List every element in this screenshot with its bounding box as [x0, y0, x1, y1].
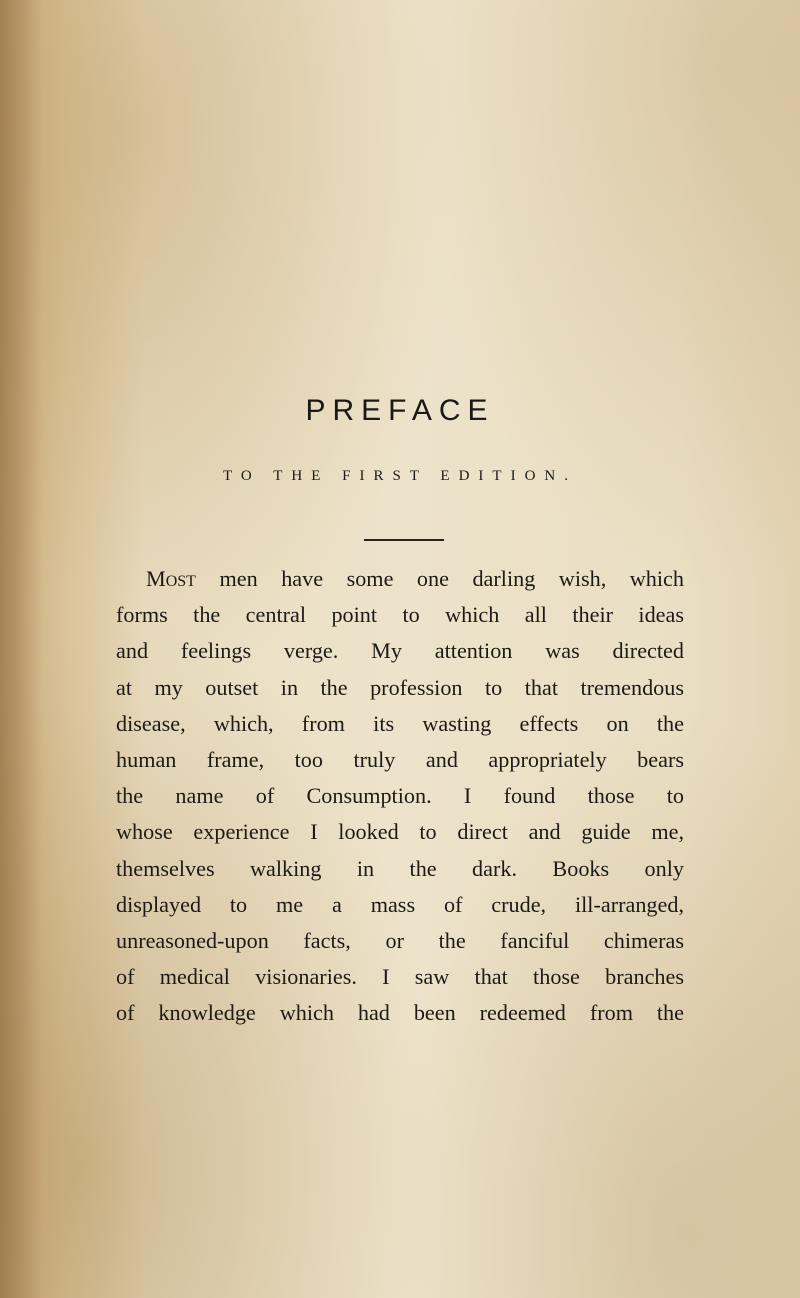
page-title: PREFACE — [305, 394, 495, 427]
first-word: Most — [146, 566, 196, 591]
text-line: human frame, too truly and appropriately bears — [116, 747, 684, 773]
text-line: forms the central point to which all their ideas — [116, 602, 684, 628]
text-line: the name of Consumption. I found those to — [116, 783, 684, 809]
page-gutter-shadow — [0, 0, 42, 1298]
text-line — [116, 561, 684, 597]
text-line: and feelings verge. My attention was directed — [116, 638, 684, 664]
text-line: whose experience I looked to direct and guide me, — [116, 819, 684, 845]
text-line: disease, which, from its wasting effects on the — [116, 710, 684, 736]
text-line: of knowledge which had been redeemed from the — [116, 1000, 684, 1026]
text-line: of medical visionaries. I saw that those branches — [116, 964, 684, 990]
text-line: themselves walking in the dark. Books only — [116, 855, 684, 881]
page-subtitle: TO THE FIRST EDITION. — [223, 468, 577, 484]
text-line: at my outset in the profession to that tremendous — [116, 674, 684, 700]
preface-paragraph — [116, 561, 684, 1032]
text-line: unreasoned-upon facts, or the fanciful chimeras — [116, 928, 684, 954]
text-line: displayed to me a mass of crude, ill-arranged, — [116, 891, 684, 917]
text-line-content: men have some one darling wish, which — [219, 566, 684, 591]
divider-rule — [364, 539, 444, 541]
